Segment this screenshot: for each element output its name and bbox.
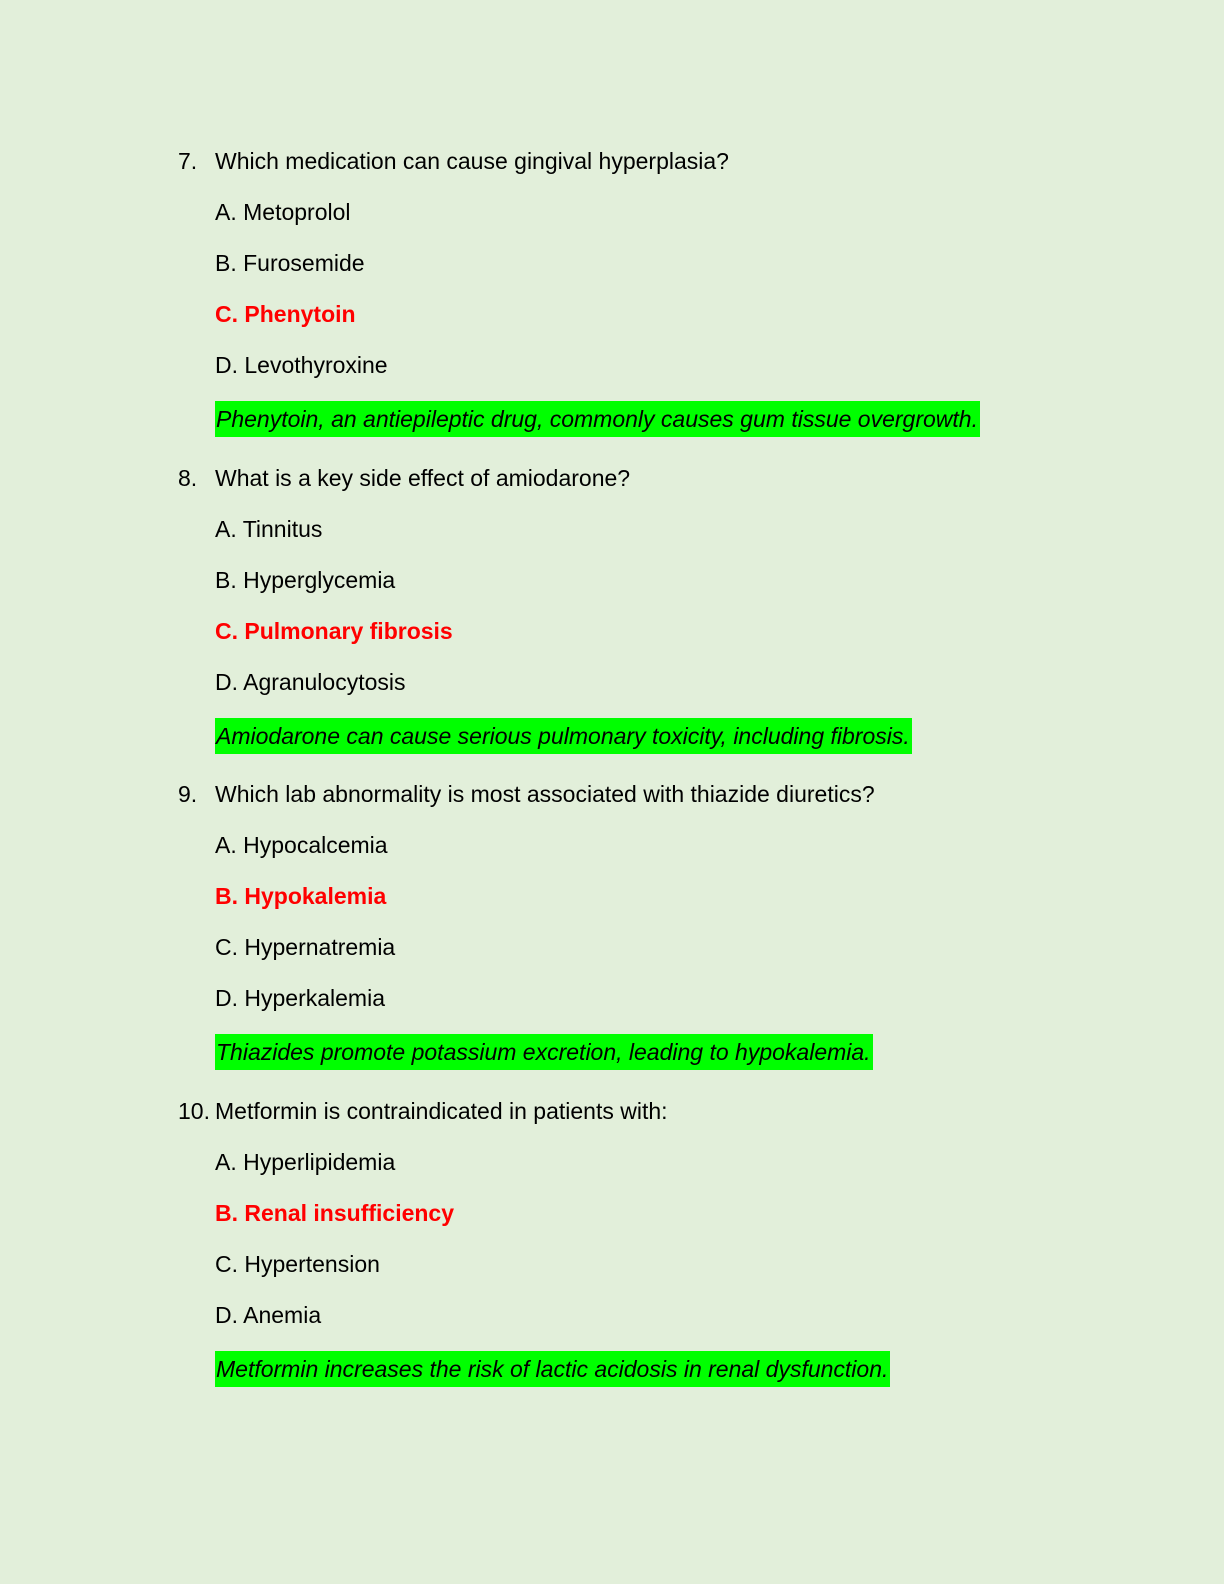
option-b: B. Hyperglycemia — [215, 567, 396, 593]
question-text: What is a key side effect of amiodarone? — [215, 465, 631, 491]
answer-explanation — [215, 401, 1138, 437]
explanation-highlight: Amiodarone can cause serious pulmonary toxicity, including fibrosis. — [215, 718, 912, 754]
question-number: 7. — [178, 148, 198, 174]
question-number: 10. — [178, 1098, 210, 1124]
option-b-correct-answer: B. Hypokalemia — [215, 883, 387, 909]
explanation-highlight: Thiazides promote potassium excretion, leading to hypokalemia. — [215, 1034, 873, 1070]
option-d: D. Hyperkalemia — [215, 985, 385, 1011]
option-a: A. Metoprolol — [215, 199, 351, 225]
question-heading — [178, 464, 1138, 492]
option-d: D. Anemia — [215, 1302, 322, 1328]
option-d: D. Levothyroxine — [215, 352, 388, 378]
option-a: A. Hypocalcemia — [215, 832, 388, 858]
question-heading — [178, 147, 1138, 175]
option-a: A. Hyperlipidemia — [215, 1149, 396, 1175]
explanation-highlight: Phenytoin, an antiepileptic drug, commonly causes gum tissue overgrowth. — [215, 401, 980, 437]
question-text: Which medication can cause gingival hyperplasia? — [215, 148, 729, 174]
option-b-correct-answer: B. Renal insufficiency — [215, 1200, 455, 1226]
question-heading — [178, 780, 1138, 808]
answer-explanation — [215, 1351, 1138, 1387]
question-text: Metformin is contraindicated in patients with: — [215, 1098, 668, 1124]
question-9 — [178, 780, 1138, 1070]
question-10 — [178, 1097, 1138, 1387]
answer-explanation — [215, 1034, 1138, 1070]
answer-explanation — [215, 718, 1138, 754]
option-b: B. Furosemide — [215, 250, 365, 276]
option-c: C. Hypernatremia — [215, 934, 396, 960]
option-c-correct-answer: C. Pulmonary fibrosis — [215, 618, 453, 644]
option-a: A. Tinnitus — [215, 516, 323, 542]
question-number: 8. — [178, 465, 198, 491]
question-number: 9. — [178, 781, 198, 807]
option-d: D. Agranulocytosis — [215, 669, 406, 695]
question-8 — [178, 464, 1138, 754]
question-7 — [178, 147, 1138, 437]
question-text: Which lab abnormality is most associated with thiazide diuretics? — [215, 781, 875, 807]
explanation-highlight: Metformin increases the risk of lactic acidosis in renal dysfunction. — [215, 1351, 890, 1387]
option-c: C. Hypertension — [215, 1251, 380, 1277]
option-c-correct-answer: C. Phenytoin — [215, 301, 356, 327]
question-heading — [178, 1097, 1138, 1125]
